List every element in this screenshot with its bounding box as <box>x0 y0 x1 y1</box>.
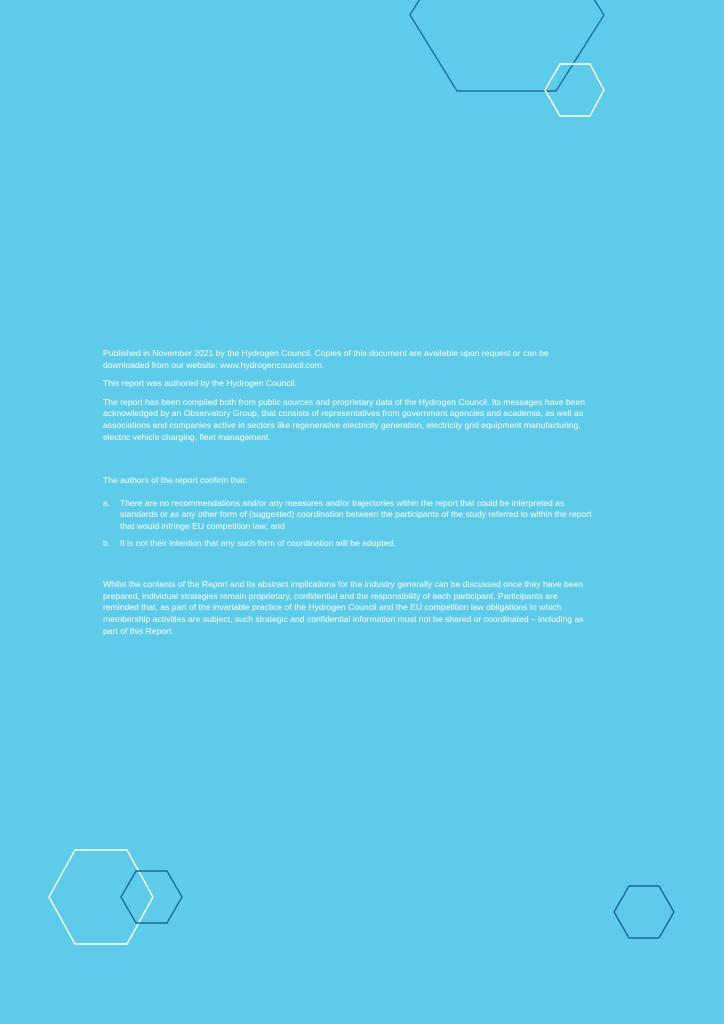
authored-paragraph: This report was authored by the Hydrogen Council. <box>103 378 297 389</box>
hexagon-outline-decoration <box>614 886 674 938</box>
list-marker: b. <box>103 537 111 548</box>
list-item-text: There are no recommendations and/or any measures and/or trajectories within the report that could be interpreted as standards or as any other form of (suggested) coordination between the participants of the study referred to within the report that would infringe EU competition law; and <box>120 497 592 531</box>
confirm-intro: The authors of the report confirm that: <box>103 475 248 486</box>
whilst-paragraph: Whilst the contents of the Report and its abstract implications for the industry generally can be discussed once they have been prepared, individual strategies remain proprietary, confidential and the responsibility of each participant. Participants are reminded that, as part of the invariable practice of the Hydrogen Council and the EU competition law obligations to which membership activities are subject, such strategic and confidential information must not be shared or coordinated – including as part of this Report. <box>103 579 584 636</box>
hexagon-outline-decoration <box>410 0 604 91</box>
list-item <box>103 538 593 550</box>
hexagon-outline-decoration <box>545 64 604 116</box>
compiled-paragraph: The report has been compiled both from public sources and proprietary data of the Hydrogen Council. Its messages have been acknowledged by an Observatory Group, that consists of representatives from government agencies and academia, as well as associations and companies active in sectors like regenerative electricity generation, electricity grid equipment manufacturing, electric vehicle charging, fleet management. <box>103 396 586 442</box>
confirm-list <box>103 498 593 549</box>
list-item <box>103 498 593 533</box>
hexagon-outline-decoration <box>49 850 153 944</box>
published-paragraph: Published in November 2021 by the Hydrogen Council. Copies of this document are available upon request or can be downloaded from our website: www.hydrogencouncil.com. <box>103 348 549 370</box>
list-marker: a. <box>103 497 111 508</box>
legal-notice <box>103 348 593 637</box>
hexagon-outline-decoration <box>121 871 182 923</box>
list-item-text: It is not their intention that any such form of coordination will be adopted. <box>120 537 396 548</box>
